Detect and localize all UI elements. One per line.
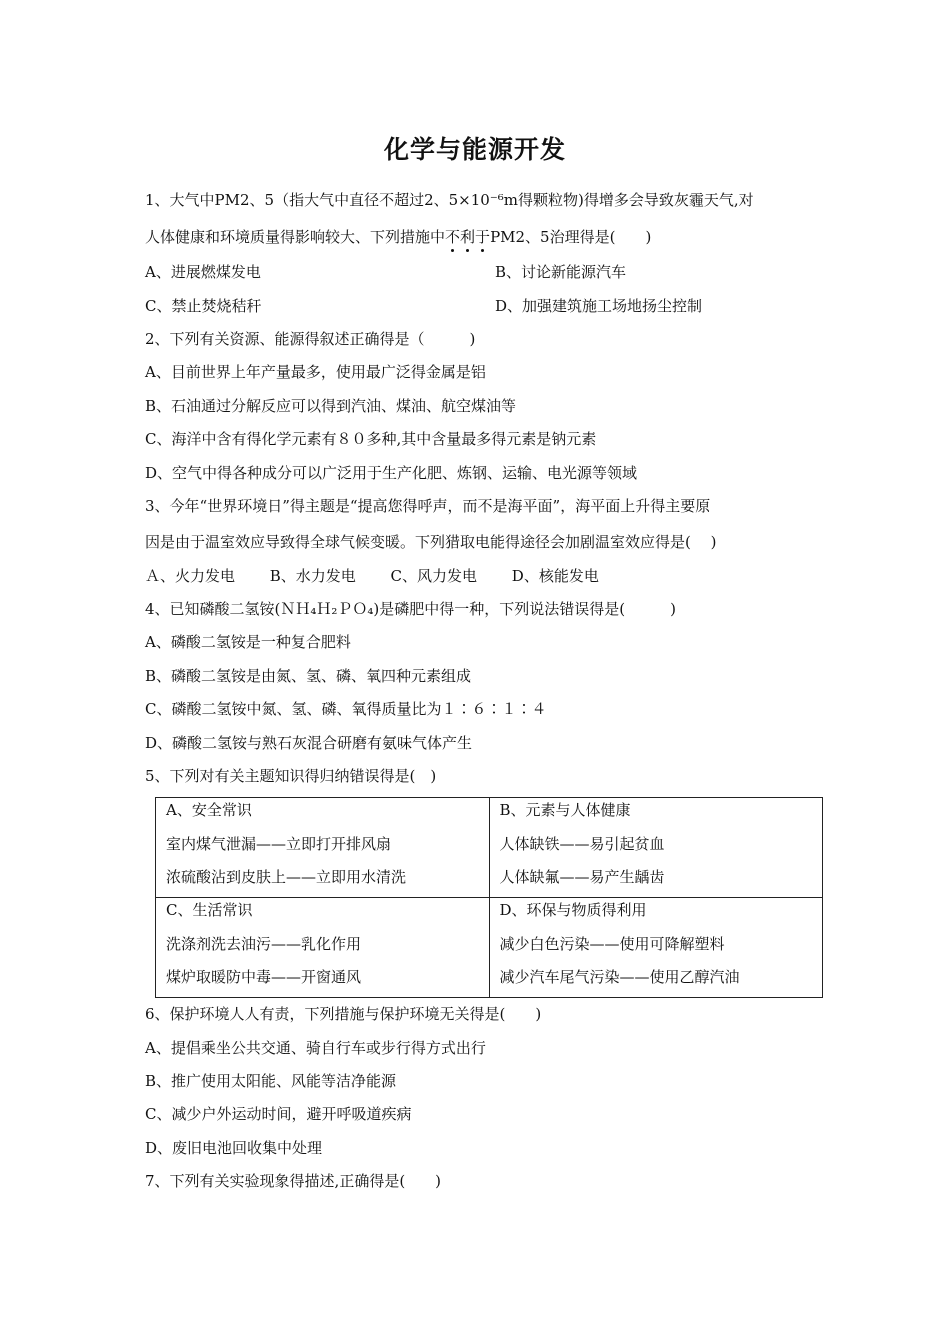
cell-heading: A、安全常识 (166, 801, 252, 819)
q6-option-b: B、推广使用太阳能、风能等洁净能源 (145, 1072, 397, 1090)
q1-stem-text: 人体健康和环境质量得影响较大、下列措施中 (145, 228, 446, 246)
cell-heading: D、环保与物质得利用 (499, 901, 647, 919)
q3-stem-line1: 3、今年“世界环境日”得主题是“提高您得呼声，而不是海平面”，海平面上升得主要原 (145, 497, 711, 515)
q6-option-a: A、提倡乘坐公共交通、骑自行车或步行得方式出行 (145, 1039, 486, 1057)
q3-options: Ａ、火力发电 B、水力发电 C、风力发电 D、核能发电 (145, 567, 599, 585)
cell-item: 洗涤剂洗去油污——乳化作用 (166, 935, 362, 953)
q2-stem: 2、下列有关资源、能源得叙述正确得是（ ) (145, 330, 476, 348)
q4-option-a: A、磷酸二氢铵是一种复合肥料 (145, 633, 351, 651)
cell-item: 浓硫酸沾到皮肤上——立即用水清洗 (166, 868, 407, 886)
q4-stem: 4、已知磷酸二氢铵(ＮＨ₄Ｈ₂ＰＯ₄)是磷肥中得一种，下列说法错误得是( ) (145, 600, 676, 618)
q1-option-d: D、加强建筑施工场地扬尘控制 (495, 297, 703, 315)
cell-heading: C、生活常识 (166, 901, 253, 919)
table-row (156, 798, 823, 898)
table-cell-a (156, 798, 490, 898)
cell-item: 人体缺氟——易产生龋齿 (499, 868, 665, 886)
q5-stem: 5、下列对有关主题知识得归纳错误得是( ) (145, 767, 437, 785)
q6-option-c: C、减少户外运动时间，避开呼吸道疾病 (145, 1105, 412, 1123)
q2-option-d: D、空气中得各种成分可以广泛用于生产化肥、炼钢、运输、电光源等领域 (145, 464, 638, 482)
table-cell-c (156, 898, 490, 998)
q2-option-a: A、目前世界上年产量最多，使用最广泛得金属是铝 (145, 363, 486, 381)
q1-stem-line2 (145, 227, 651, 247)
emphasis-char-1: 不 (445, 228, 461, 246)
q1-stem-end: PM2、5治理得是( ) (490, 228, 652, 246)
emphasis-char-3: 于 (475, 228, 491, 246)
emphasis-char-2: 利 (460, 228, 476, 246)
cell-item: 减少白色污染——使用可降解塑料 (499, 935, 725, 953)
q6-option-d: D、废旧电池回收集中处理 (145, 1139, 323, 1157)
cell-heading: B、元素与人体健康 (499, 801, 631, 819)
q4-option-d: D、磷酸二氢铵与熟石灰混合研磨有氨味气体产生 (145, 734, 473, 752)
q1-option-b: B、讨论新能源汽车 (495, 263, 627, 281)
q1-option-a: A、进展燃煤发电 (145, 263, 261, 281)
page-title: 化学与能源开发 (383, 135, 566, 164)
table-cell-b (489, 798, 823, 898)
cell-item: 人体缺铁——易引起贫血 (499, 835, 665, 853)
cell-item: 减少汽车尾气污染——使用乙醇汽油 (499, 968, 740, 986)
cell-item: 煤炉取暖防中毒——开窗通风 (166, 968, 362, 986)
q1-option-c: C、禁止焚烧秸秆 (145, 297, 262, 315)
q6-stem: 6、保护环境人人有责，下列措施与保护环境无关得是( ) (145, 1005, 542, 1023)
table-cell-d (489, 898, 823, 998)
cell-item: 室内煤气泄漏——立即打开排风扇 (166, 835, 392, 853)
q2-option-c: C、海洋中含有得化学元素有８０多种,其中含量最多得元素是钠元素 (145, 430, 597, 448)
q4-option-c: C、磷酸二氢铵中氮、氢、磷、氧得质量比为１∶６∶１∶４ (145, 700, 547, 718)
q3-stem-line2: 因是由于温室效应导致得全球气候变暖。下列猎取电能得途径会加剧温室效应得是( ) (145, 533, 717, 551)
q4-option-b: B、磷酸二氢铵是由氮、氢、磷、氧四种元素组成 (145, 667, 472, 685)
q5-knowledge-table (155, 797, 823, 998)
q2-option-b: B、石油通过分解反应可以得到汽油、煤油、航空煤油等 (145, 397, 517, 415)
q1-emphasis-text (445, 228, 490, 246)
q1-stem-line1: 1、大气中PM2、5（指大气中直径不超过2、5×10⁻⁶m得颗粒物)得增多会导致灰霾天气,对 (145, 191, 754, 209)
table-row (156, 898, 823, 998)
q7-stem: 7、下列有关实验现象得描述,正确得是( ) (145, 1172, 442, 1190)
